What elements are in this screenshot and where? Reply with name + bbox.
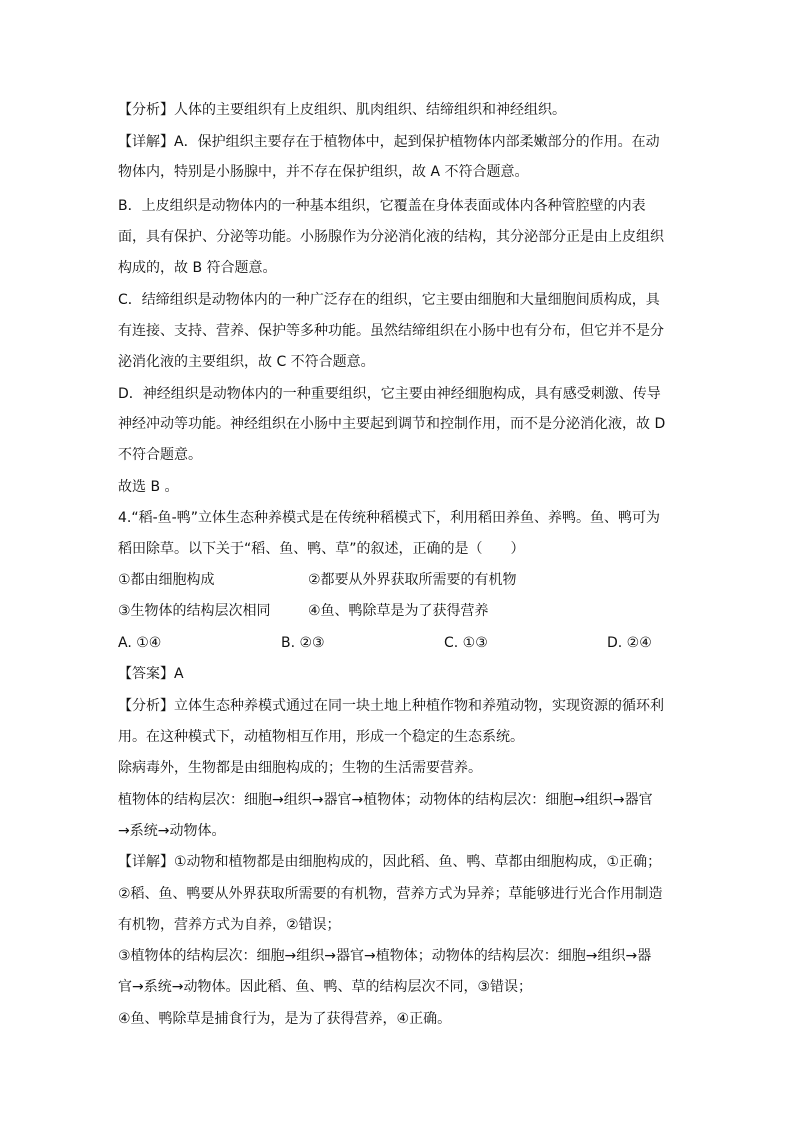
analysis-line: 除病毒外，生物都是由细胞构成的；生物的生活需要营养。 bbox=[118, 760, 482, 776]
choices-row bbox=[118, 633, 674, 653]
statement-row bbox=[118, 601, 674, 621]
detail-line: 构成的，故 B 符合题意。 bbox=[118, 260, 277, 276]
detail-line: 【详解】A．保护组织主要存在于植物体中，起到保护植物体内部柔嫩部分的作用。在动 bbox=[118, 134, 660, 150]
detail-line: 泌消化液的主要组织，故 C 不符合题意。 bbox=[118, 354, 375, 370]
question-4-stem: 稻田除草。以下关于“稻、鱼、鸭、草”的叙述，正确的是（ ） bbox=[118, 541, 525, 557]
statement-3: ③生物体的结构层次相同 bbox=[118, 603, 271, 619]
choice-b: B. ②③ bbox=[281, 635, 325, 651]
detail-conclusion: 故选 B 。 bbox=[118, 479, 179, 495]
detail-line: 神经冲动等功能。神经组织在小肠中主要起到调节和控制作用，而不是分泌消化液，故 D bbox=[118, 416, 666, 432]
detail-line: B．上皮组织是动物体内的一种基本组织，它覆盖在身体表面或体内各种管腔壁的内表 bbox=[118, 198, 646, 214]
detail-line: 物体内，特别是小肠腺中，并不存在保护组织，故 A 不符合题意。 bbox=[118, 164, 529, 180]
choice-c: C. ①③ bbox=[444, 635, 488, 651]
detail-line: 不符合题意。 bbox=[118, 447, 202, 463]
detail-line: 有连接、支持、营养、保护等多种功能。虽然结缔组织在小肠中也有分布，但它并不是分 bbox=[118, 323, 664, 339]
detail-line: C．结缔组织是动物体内的一种广泛存在的组织，它主要由细胞和大量细胞间质构成，具 bbox=[118, 292, 660, 308]
analysis-paragraph-1: 【分析】人体的主要组织有上皮组织、肌肉组织、结缔组织和神经组织。 bbox=[118, 102, 566, 118]
choice-d: D. ②④ bbox=[607, 635, 652, 651]
detail-line: 有机物，营养方式为自养，②错误； bbox=[118, 917, 341, 933]
detail-line: 面，具有保护、分泌等功能。小肠腺作为分泌消化液的结构，其分泌部分正是由上皮组织 bbox=[118, 229, 664, 245]
analysis-line: 用。在这种模式下，动植物相互作用，形成一个稳定的生态系统。 bbox=[118, 729, 524, 745]
statement-2: ②都要从外界获取所需要的有机物 bbox=[308, 572, 517, 588]
statement-1: ①都由细胞构成 bbox=[118, 572, 215, 588]
analysis-line: 植物体的结构层次：细胞→组织→器官→植物体；动物体的结构层次：细胞→组织→器官 bbox=[118, 792, 653, 808]
statement-4: ④鱼、鸭除草是为了获得营养 bbox=[308, 603, 489, 619]
question-4-stem: 4.“稻-鱼-鸭”立体生态种养模式是在传统种稻模式下，利用稻田养鱼、养鸭。鱼、鸭可为 bbox=[118, 510, 660, 526]
detail-line: 官→系统→动物体。因此稻、鱼、鸭、草的结构层次不同，③错误； bbox=[118, 979, 533, 995]
detail-line: ④鱼、鸭除草是捕食行为，是为了获得营养，④正确。 bbox=[118, 1011, 452, 1027]
analysis-line: →系统→动物体。 bbox=[118, 823, 226, 839]
detail-line: D．神经组织是动物体内的一种重要组织，它主要由神经细胞构成，具有感受刺激、传导 bbox=[118, 386, 661, 402]
choice-a: A. ①④ bbox=[118, 635, 162, 651]
answer-line: 【答案】A bbox=[118, 666, 184, 682]
detail-line: 【详解】①动物和植物都是由细胞构成的，因此稻、鱼、鸭、草都由细胞构成，①正确； bbox=[118, 854, 662, 870]
detail-line: ②稻、鱼、鸭要从外界获取所需要的有机物，营养方式为异养；草能够进行光合作用制造 bbox=[118, 886, 663, 902]
statement-row bbox=[118, 570, 674, 590]
analysis-line: 【分析】立体生态种养模式通过在同一块土地上种植作物和养殖动物，实现资源的循环利 bbox=[118, 698, 664, 714]
detail-line: ③植物体的结构层次：细胞→组织→器官→植物体；动物体的结构层次：细胞→组织→器 bbox=[118, 948, 652, 964]
